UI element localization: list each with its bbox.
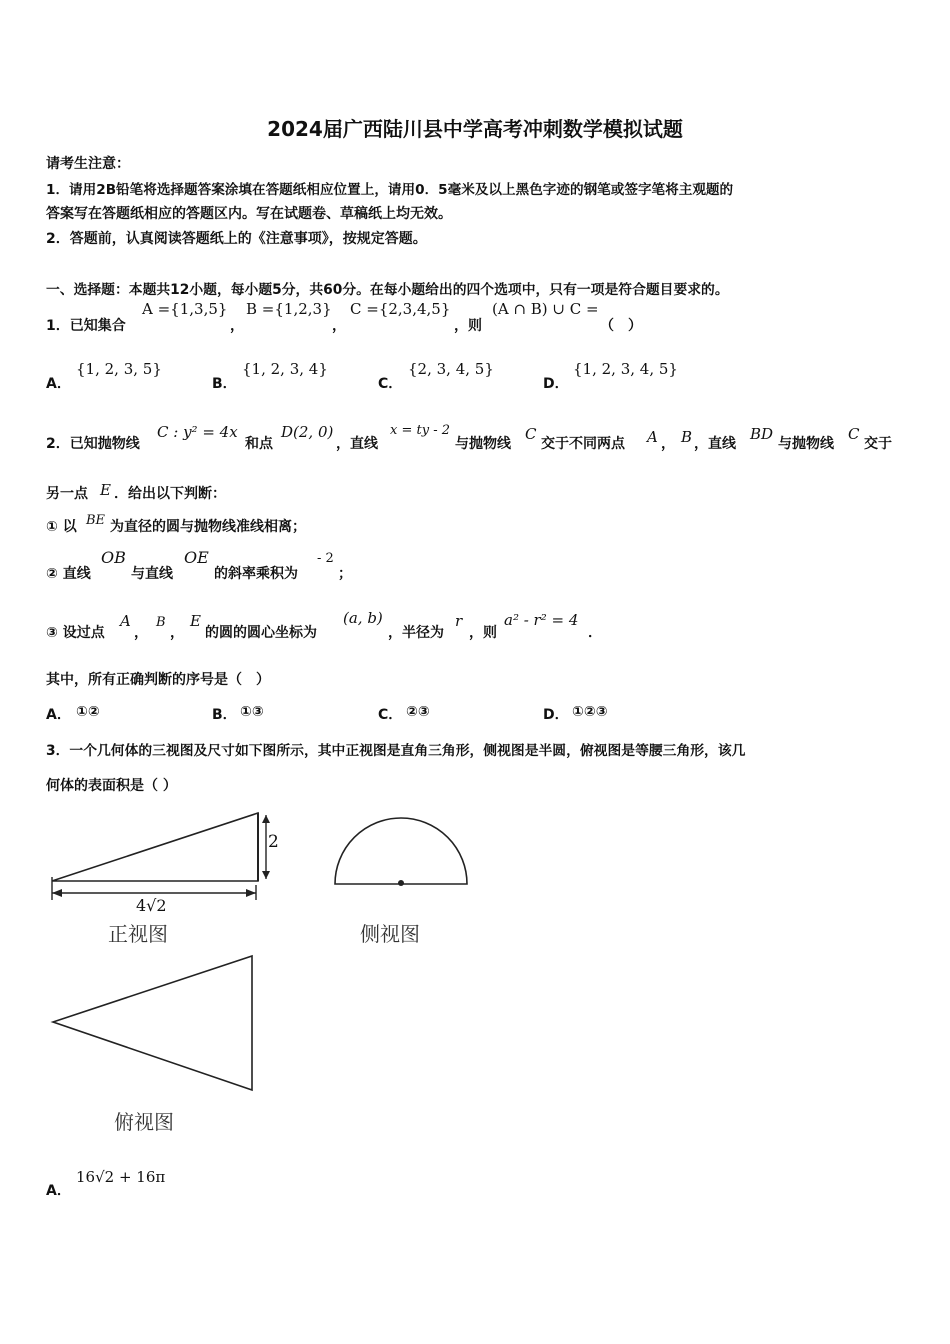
q2-comma: ，	[661, 436, 675, 452]
q2-t4: 与抛物线	[455, 436, 511, 452]
judgement-2-oe: OE	[184, 548, 209, 567]
q2-t5: 交于不同两点	[541, 436, 625, 452]
judgement-2-ob: OB	[101, 548, 126, 567]
q1-comma-1: ，	[230, 318, 244, 334]
q1-option-c-letter: C．	[378, 376, 403, 392]
judgement-3-e: ．	[588, 625, 602, 641]
q2-option-a-value: ①②	[76, 704, 100, 720]
side-view-center-dot	[398, 880, 404, 886]
q2-parabola: C : y² = 4x	[157, 423, 238, 441]
judgement-3-a: ③ 设过点	[46, 625, 105, 641]
notice-line-1a: 1．请用2B铅笔将选择题答案涂填在答题纸相应位置上，请用0．5毫米及以上黑色字迹的钢笔或签字笔将主观题的	[46, 182, 734, 198]
height-arrow-top	[262, 815, 270, 823]
judgement-1-a: ① 以	[46, 519, 77, 535]
q1-set-c: C ={2,3,4,5}	[350, 300, 451, 318]
judgement-3-comma-2: ，	[170, 625, 184, 641]
judgement-3-E: E	[190, 612, 201, 630]
section-heading: 一、选择题：本题共12小题，每小题5分，共60分。在每小题给出的四个选项中，只有一项是符合题目要求的。	[46, 282, 729, 298]
judgement-2-d: ；	[338, 566, 352, 582]
q2-t6: ，直线	[694, 436, 736, 452]
q1-option-b-letter: B．	[212, 376, 237, 392]
q2-t2: 和点	[245, 436, 273, 452]
notice-heading: 请考生注意：	[46, 156, 130, 172]
q2-option-b-letter: B．	[212, 707, 237, 723]
judgement-3-equation: a² - r² = 4	[504, 611, 579, 629]
front-view-figure	[40, 805, 300, 945]
side-view-figure	[330, 810, 475, 890]
q1-prefix: 1．已知集合	[46, 318, 126, 334]
judgement-3-d: ，则	[469, 625, 497, 641]
q1-comma-2: ，	[332, 318, 346, 334]
q1-option-a-letter: A．	[46, 376, 71, 392]
q2-option-c-letter: C．	[378, 707, 403, 723]
judgement-3-c: ，半径为	[388, 625, 444, 641]
q1-option-a-value: {1, 2, 3, 5}	[76, 360, 162, 378]
judgement-2-b: 与直线	[131, 566, 173, 582]
judgement-1-b: 为直径的圆与抛物线准线相离；	[110, 519, 306, 535]
top-view-triangle	[53, 956, 252, 1090]
q1-expression: (A ∩ B) ∪ C =	[492, 300, 599, 318]
q2-c1: C	[525, 425, 537, 443]
q2-option-d-letter: D．	[543, 707, 569, 723]
q3-line-2: 何体的表面积是（ ）	[46, 778, 177, 794]
q2-question: 其中，所有正确判断的序号是（ ）	[46, 672, 270, 688]
q2-line2-b: ．给出以下判断：	[114, 486, 226, 502]
judgement-1-be: BE	[86, 513, 106, 528]
q1-option-d-value: {1, 2, 3, 4, 5}	[573, 360, 678, 378]
notice-line-2: 2．答题前，认真阅读答题纸上的《注意事项》，按规定答题。	[46, 231, 427, 247]
q2-e: E	[100, 481, 111, 499]
width-arrow-right	[246, 889, 256, 897]
q3-option-a-value: 16√2 + 16π	[76, 1168, 166, 1186]
q2-t3: ，直线	[336, 436, 378, 452]
q2-line2-a: 另一点	[46, 486, 88, 502]
height-arrow-bottom	[262, 871, 270, 879]
q2-c2: C	[848, 425, 860, 443]
side-view-semicircle	[335, 818, 467, 884]
q2-t8: 交于	[864, 436, 892, 452]
judgement-3-A: A	[120, 612, 131, 630]
notice-line-1b: 答案写在答题纸相应的答题区内。写在试题卷、草稿纸上均无效。	[46, 206, 452, 222]
q3-option-a-letter: A．	[46, 1183, 71, 1199]
front-view-triangle	[52, 813, 258, 881]
width-arrow-left	[52, 889, 62, 897]
q1-option-c-value: {2, 3, 4, 5}	[408, 360, 494, 378]
q3-line-1: 3．一个几何体的三视图及尺寸如下图所示，其中正视图是直角三角形，侧视图是半圆，俯视图是等腰三角形，该几	[46, 743, 746, 759]
q1-option-b-value: {1, 2, 3, 4}	[242, 360, 328, 378]
judgement-3-B: B	[156, 615, 166, 630]
q2-bd: BD	[750, 425, 774, 443]
q2-line: x = ty - 2	[390, 423, 450, 438]
q1-set-a: A ={1,3,5}	[142, 300, 228, 318]
front-view-caption: 正视图	[108, 922, 168, 946]
q2-option-b-value: ①③	[240, 704, 264, 720]
q2-t7: 与抛物线	[778, 436, 834, 452]
height-label: 2	[268, 832, 279, 852]
top-view-figure	[45, 950, 260, 1095]
q2-point-d: D(2, 0)	[281, 423, 334, 441]
judgement-3-comma-1: ，	[134, 625, 148, 641]
q2-a: A	[647, 428, 658, 446]
q1-option-d-letter: D．	[543, 376, 569, 392]
q2-t1: 2．已知抛物线	[46, 436, 140, 452]
judgement-3-b: 的圆的圆心坐标为	[205, 625, 317, 641]
judgement-2-a: ② 直线	[46, 566, 91, 582]
width-label: 4√2	[136, 896, 167, 915]
q1-then: ，则	[454, 318, 482, 334]
judgement-3-r: r	[455, 612, 463, 630]
q1-blank: （ ）	[600, 318, 642, 334]
side-view-caption: 侧视图	[360, 922, 420, 946]
judgement-2-c: 的斜率乘积为	[214, 566, 298, 582]
judgement-2-value: - 2	[317, 551, 334, 566]
page-title: 2024届广西陆川县中学高考冲刺数学模拟试题	[267, 117, 683, 141]
q2-b: B	[681, 428, 693, 446]
top-view-caption: 俯视图	[114, 1110, 174, 1134]
q2-option-d-value: ①②③	[572, 704, 608, 720]
q1-stem	[46, 315, 126, 335]
q2-option-c-value: ②③	[406, 704, 430, 720]
q1-set-b: B ={1,2,3}	[246, 300, 332, 318]
q2-option-a-letter: A．	[46, 707, 71, 723]
judgement-3-center: (a, b)	[343, 609, 383, 627]
